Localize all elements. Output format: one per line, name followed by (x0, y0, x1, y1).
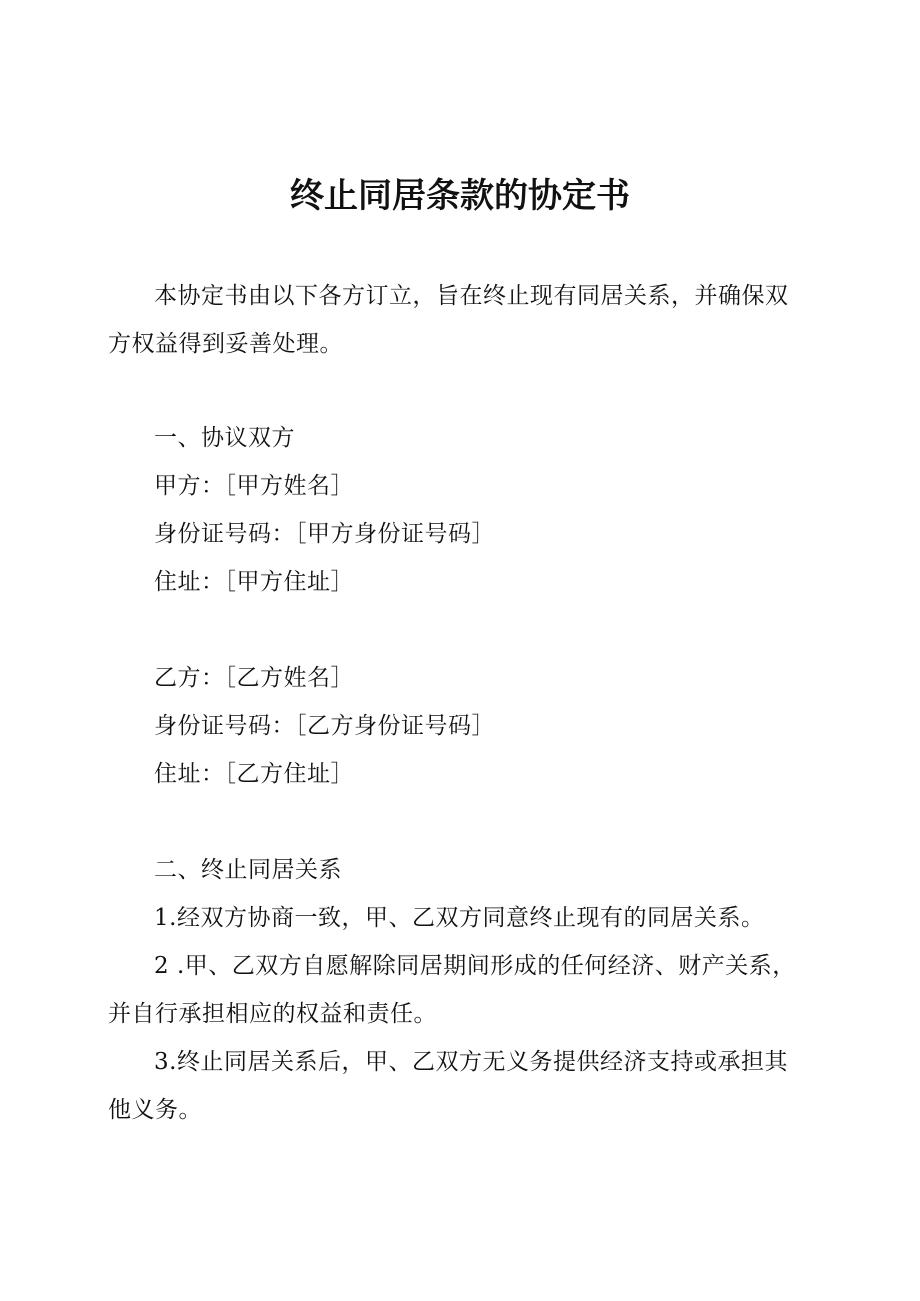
intro-paragraph: 本协定书由以下各方订立，旨在终止现有同居关系，并确保双方权益得到妥善处理。 (108, 283, 789, 357)
party-b-name: 乙方：［乙方姓名］ (154, 665, 354, 691)
section-2-heading: 二、终止同居关系 (154, 857, 342, 883)
party-b-id: 身份证号码：［乙方身份证号码］ (154, 713, 495, 739)
document-title: 终止同居条款的协定书 (290, 176, 630, 216)
section-2-item-2: 2 .甲、乙双方自愿解除同居期间形成的任何经济、财产关系，并自行承担相应的权益和责任。 (108, 953, 796, 1027)
party-b-address: 住址：［乙方住址］ (154, 761, 354, 787)
section-2-item-3: 3.终止同居关系后，甲、乙双方无义务提供经济支持或承担其他义务。 (108, 1049, 788, 1123)
section-2-item-1: 1.经双方协商一致，甲、乙双方同意终止现有的同居关系。 (154, 905, 765, 931)
party-a-name: 甲方：［甲方姓名］ (154, 473, 354, 499)
party-a-id: 身份证号码：［甲方身份证号码］ (154, 521, 495, 547)
section-1-heading: 一、协议双方 (154, 425, 295, 451)
party-a-address: 住址：［甲方住址］ (154, 569, 354, 595)
